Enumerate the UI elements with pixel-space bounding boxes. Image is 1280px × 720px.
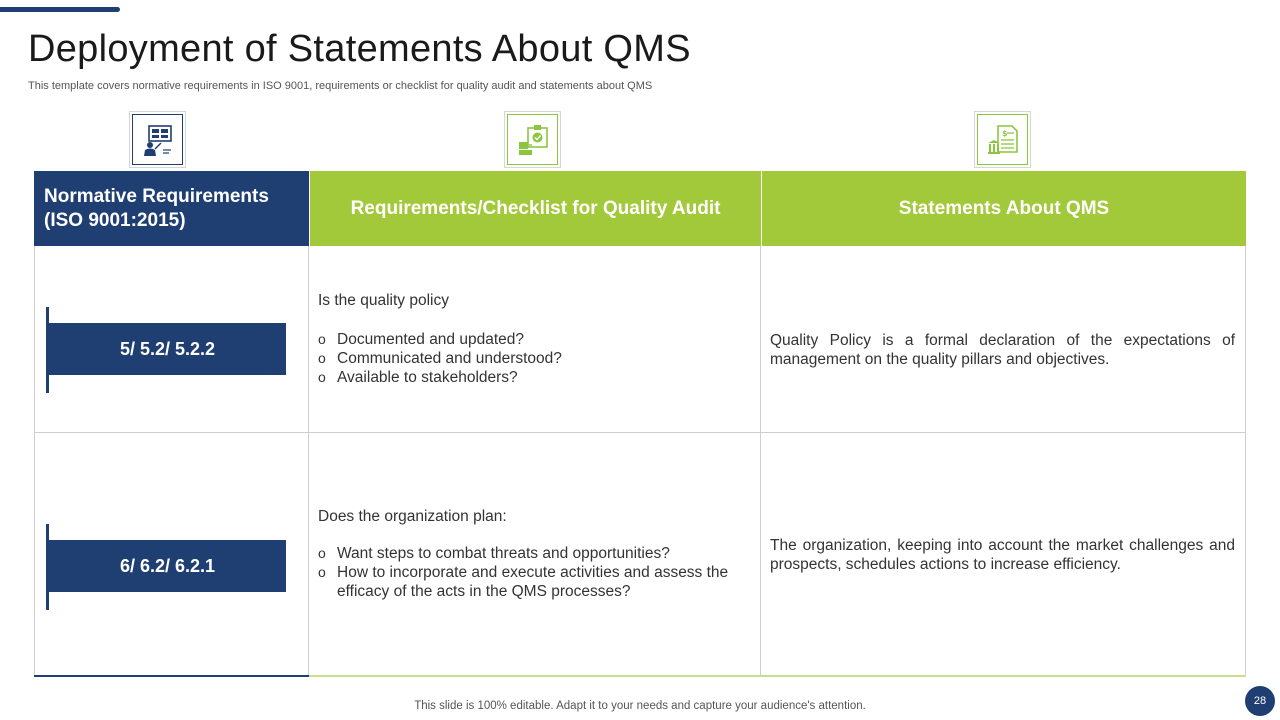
bullet-item: o Documented and updated? (318, 330, 562, 349)
header-normative-line2: (ISO 9001:2015) (44, 209, 186, 231)
clause-tag (46, 307, 286, 393)
statement-text: The organization, keeping into account the market challenges and prospects, schedules actions to increase efficiency. (770, 537, 1235, 573)
checklist-bullets (318, 544, 744, 601)
table-bottom-line-green (309, 675, 1246, 677)
qms-table (34, 171, 1246, 676)
checklist-lead: Is the quality policy (318, 292, 449, 309)
row1-clause-cell (34, 246, 309, 433)
row2-checklist-cell (309, 433, 761, 676)
clipboard-checkmark-icon (516, 123, 550, 157)
footer-note: This slide is 100% editable. Adapt it to your needs and capture your audience's attention. (414, 700, 866, 712)
icon-box-checklist (504, 111, 561, 168)
checklist-block (318, 508, 744, 601)
checklist-block (318, 292, 562, 387)
page-title: Deployment of Statements About QMS (28, 28, 691, 70)
svg-text:$: $ (1001, 128, 1008, 138)
header-checklist: Requirements/Checklist for Quality Audit (309, 171, 761, 246)
page-number-badge: 28 (1245, 686, 1275, 716)
table-bottom-line-blue (34, 675, 309, 677)
top-accent-bar (0, 7, 120, 12)
row2-statement-cell (761, 433, 1246, 676)
header-normative-line1: Normative Requirements (44, 185, 269, 207)
row1-checklist-cell (309, 246, 761, 433)
clause-tag (46, 524, 286, 610)
clause-label: 5/ 5.2/ 5.2.2 (49, 323, 286, 375)
clause-label: 6/ 6.2/ 6.2.1 (49, 540, 286, 592)
row2-clause-cell (34, 433, 309, 676)
header-normative-requirements (34, 171, 309, 246)
bullet-item: o How to incorporate and execute activities and assess the efficacy of the acts in the QMS processes? (318, 563, 744, 601)
header-statements: Statements About QMS (761, 171, 1246, 246)
icon-box-normative (129, 111, 186, 168)
bullet-item: o Available to stakeholders? (318, 368, 562, 387)
statement-text: Quality Policy is a formal declaration of the expectations of management on the quality pillars and objectives. (770, 332, 1235, 368)
icon-box-statements (974, 111, 1031, 168)
bullet-item: o Want steps to combat threats and opportunities? (318, 544, 744, 563)
bullet-item: o Communicated and understood? (318, 349, 562, 368)
monitor-presentation-icon (141, 123, 175, 157)
finance-document-icon (986, 123, 1020, 157)
row1-statement-cell (761, 246, 1246, 433)
page-subtitle: This template covers normative requirements in ISO 9001, requirements or checklist for quality audit and statements about QMS (28, 80, 653, 92)
checklist-lead: Does the organization plan: (318, 508, 507, 525)
checklist-bullets (318, 330, 562, 387)
